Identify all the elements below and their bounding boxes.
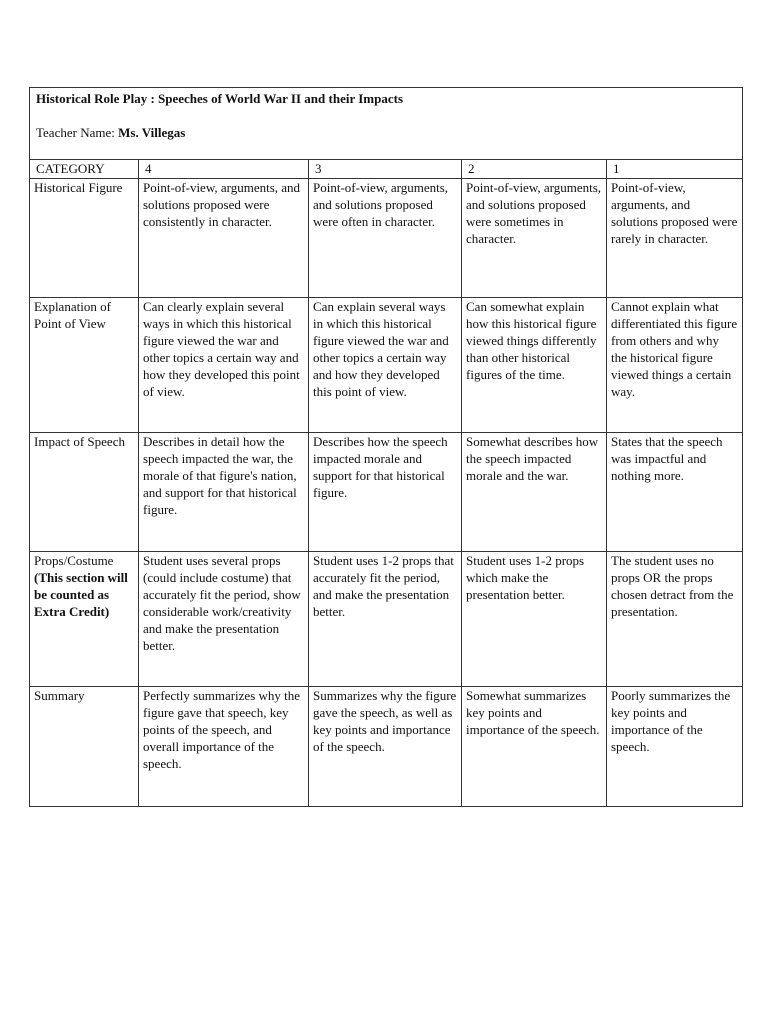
table-cell: Student uses 1-2 props that accurately fit the period, and make the presentation better. (309, 552, 462, 687)
table-cell: Somewhat summarizes key points and importance of the speech. (462, 687, 607, 807)
row-category (30, 687, 139, 807)
table-row (30, 433, 743, 552)
table-row (30, 552, 743, 687)
header-row (30, 88, 743, 160)
table-cell: Point-of-view, arguments, and solutions proposed were often in character. (309, 179, 462, 298)
table-row (30, 687, 743, 807)
document-title: Historical Role Play : Speeches of World War II and their Impacts (36, 91, 404, 106)
column-header: 1 (607, 160, 743, 179)
row-category (30, 179, 139, 298)
table-row (30, 179, 743, 298)
table-cell: The student uses no props OR the props chosen detract from the presentation. (607, 552, 743, 687)
category-label: Historical Figure (34, 180, 123, 195)
table-cell: Can explain several ways in which this historical figure viewed the war and other topics a certain way and how they developed this point of view. (309, 298, 462, 433)
column-header: CATEGORY (30, 160, 139, 179)
teacher-label: Teacher Name: (36, 125, 115, 140)
column-header: 3 (309, 160, 462, 179)
row-category (30, 433, 139, 552)
extra-credit-note: (This section will be counted as Extra Credit) (34, 570, 128, 619)
header-cell (30, 88, 743, 160)
category-label: Explanation of Point of View (34, 299, 111, 331)
table-cell: Can somewhat explain how this historical figure viewed things differently than other historical figures of the time. (462, 298, 607, 433)
table-cell: Describes how the speech impacted morale and support for that historical figure. (309, 433, 462, 552)
table-cell: Point-of-view, arguments, and solutions proposed were sometimes in character. (462, 179, 607, 298)
table-cell: Student uses 1-2 props which make the presentation better. (462, 552, 607, 687)
table-cell: Point-of-view, arguments, and solutions proposed were consistently in character. (139, 179, 309, 298)
table-cell: Can clearly explain several ways in which this historical figure viewed the war and other topics a certain way and how they developed this point of view. (139, 298, 309, 433)
column-header: 2 (462, 160, 607, 179)
column-header: 4 (139, 160, 309, 179)
row-category (30, 552, 139, 687)
table-cell: Poorly summarizes the key points and importance of the speech. (607, 687, 743, 807)
table-cell: Somewhat describes how the speech impacted morale and the war. (462, 433, 607, 552)
rubric-table (29, 87, 743, 807)
table-cell: States that the speech was impactful and nothing more. (607, 433, 743, 552)
teacher-line (36, 124, 736, 141)
category-label: Impact of Speech (34, 434, 125, 449)
category-label: Props/Costume (34, 553, 114, 568)
column-header-row (30, 160, 743, 179)
table-cell: Point-of-view, arguments, and solutions proposed were rarely in character. (607, 179, 743, 298)
table-row (30, 298, 743, 433)
row-category (30, 298, 139, 433)
table-cell: Summarizes why the figure gave the speech, as well as key points and importance of the speech. (309, 687, 462, 807)
teacher-name: Ms. Villegas (118, 125, 186, 140)
table-cell: Describes in detail how the speech impacted the war, the morale of that figure's nation, and support for that historical figure. (139, 433, 309, 552)
table-cell: Cannot explain what differentiated this figure from others and why the historical figure viewed things a certain way. (607, 298, 743, 433)
table-cell: Student uses several props (could include costume) that accurately fit the period, show considerable work/creativity and make the presentation better. (139, 552, 309, 687)
category-label: Summary (34, 688, 85, 703)
table-cell: Perfectly summarizes why the figure gave that speech, key points of the speech, and overall importance of the speech. (139, 687, 309, 807)
